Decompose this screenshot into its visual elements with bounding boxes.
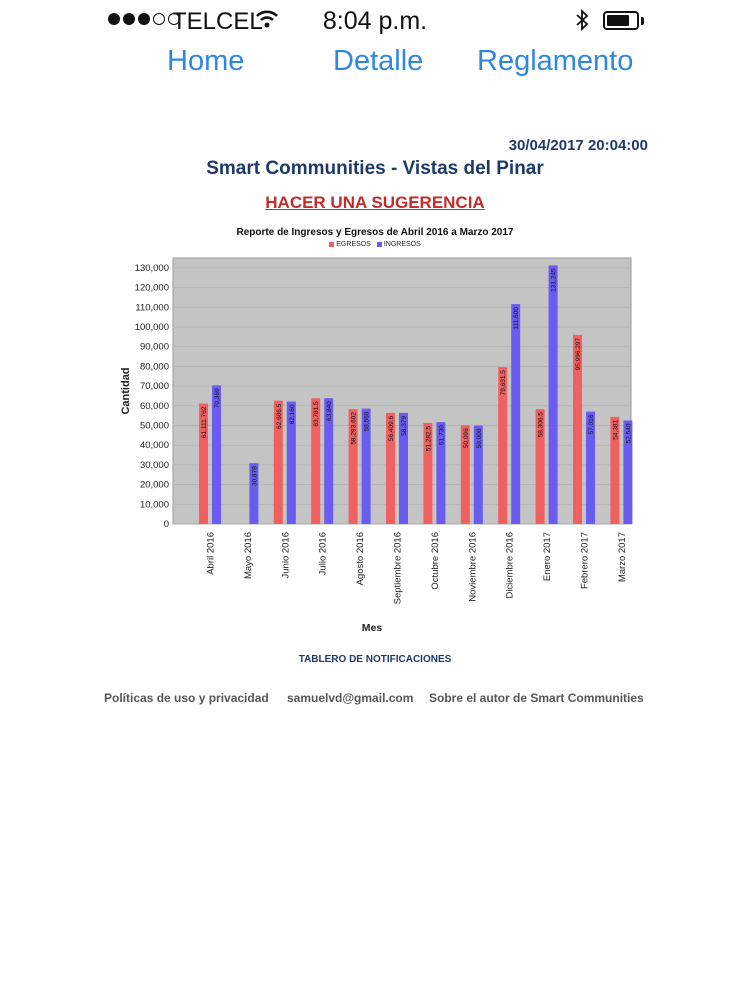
x-tick-label: Noviembre 2016 bbox=[467, 532, 479, 602]
y-tick-label: 120,000 bbox=[134, 282, 169, 294]
bar-value-label: 62,160 bbox=[288, 404, 296, 425]
bar-value-label: 70,369 bbox=[214, 388, 221, 409]
bar-value-label: 63,781.5 bbox=[313, 401, 321, 427]
bar-value-label: 56,379 bbox=[401, 415, 408, 436]
bar-value-label: 79,631.5 bbox=[500, 370, 508, 396]
report-timestamp: 30/04/2017 20:04:00 bbox=[508, 137, 648, 154]
y-tick-label: 80,000 bbox=[139, 361, 169, 373]
x-tick-label: Junio 2016 bbox=[280, 532, 292, 579]
x-tick-label: Septiembre 2016 bbox=[392, 532, 404, 605]
legend-label-egresos: EGRESOS bbox=[336, 241, 371, 248]
author-email-link[interactable]: samuelvd@gmail.com bbox=[287, 691, 414, 705]
x-axis-label: Mes bbox=[361, 622, 383, 634]
bar-value-label: 30,878 bbox=[251, 466, 259, 487]
carrier-name: TELCEL bbox=[172, 8, 263, 35]
bar-value-label: 131,245 bbox=[550, 268, 558, 292]
nav-reglamento-link[interactable]: Reglamento bbox=[477, 45, 634, 77]
bar-value-label: 50,000 bbox=[475, 428, 483, 449]
privacy-policy-link[interactable]: Políticas de uso y privacidad bbox=[104, 691, 269, 705]
x-tick-label: Abril 2016 bbox=[205, 532, 217, 575]
nav-detalle-link[interactable]: Detalle bbox=[333, 45, 424, 77]
y-tick-label: 60,000 bbox=[139, 400, 169, 412]
bar-value-label: 95,996.297 bbox=[575, 337, 582, 371]
bar-value-label: 58,293.602 bbox=[350, 412, 358, 445]
notifications-board-link[interactable]: TABLERO DE NOTIFICACIONES bbox=[298, 654, 452, 665]
legend-swatch-egresos bbox=[329, 242, 334, 247]
bar-value-label: 58,306.5 bbox=[537, 412, 545, 438]
legend-item-egresos bbox=[329, 241, 371, 248]
bar-value-label: 61,111.762 bbox=[201, 406, 208, 439]
chart-legend bbox=[0, 241, 750, 248]
y-tick-label: 130,000 bbox=[134, 262, 169, 274]
x-tick-label: Febrero 2017 bbox=[579, 532, 591, 590]
y-axis-label: Cantidad bbox=[120, 367, 132, 415]
income-expense-chart bbox=[100, 250, 660, 640]
legend-swatch-ingresos bbox=[377, 242, 382, 247]
bar-value-label: 62,606.5 bbox=[275, 403, 283, 429]
bar-value-label: 56,409.6 bbox=[388, 415, 395, 442]
battery-icon bbox=[603, 11, 639, 30]
y-tick-label: 30,000 bbox=[139, 459, 169, 471]
y-tick-label: 10,000 bbox=[139, 499, 169, 511]
bar-ingresos bbox=[511, 304, 520, 524]
y-tick-label: 40,000 bbox=[139, 440, 169, 452]
status-time: 8:04 p.m. bbox=[322, 7, 428, 35]
status-bar bbox=[0, 0, 750, 42]
bar-value-label: 51,730 bbox=[438, 425, 446, 445]
page-title: Smart Communities - Vistas del Pinar bbox=[206, 158, 544, 179]
bar-value-label: 111,600 bbox=[513, 307, 521, 330]
y-tick-label: 110,000 bbox=[135, 302, 169, 314]
y-tick-label: 50,000 bbox=[139, 420, 169, 432]
bluetooth-icon bbox=[574, 8, 590, 32]
suggestion-link[interactable]: HACER UNA SUGERENCIA bbox=[265, 193, 485, 212]
bar-value-label: 63,840 bbox=[326, 401, 334, 422]
bar-ingresos bbox=[549, 265, 558, 524]
y-tick-label: 100,000 bbox=[134, 321, 169, 333]
x-tick-label: Marzo 2017 bbox=[616, 532, 628, 583]
x-tick-label: Diciembre 2016 bbox=[504, 532, 516, 599]
nav-home-link[interactable]: Home bbox=[167, 45, 245, 77]
bar-value-label: 54,381 bbox=[612, 419, 620, 440]
x-tick-label: Enero 2017 bbox=[542, 532, 554, 582]
bar-value-label: 58,560 bbox=[363, 411, 371, 432]
bar-value-label: 52,540 bbox=[625, 423, 633, 444]
legend-item-ingresos bbox=[377, 241, 421, 248]
bar-value-label: 51,282.5 bbox=[425, 425, 433, 452]
about-author-link[interactable]: Sobre el autor de Smart Communities bbox=[429, 691, 644, 705]
x-tick-label: Julio 2016 bbox=[317, 532, 329, 576]
y-tick-label: 20,000 bbox=[139, 479, 169, 491]
battery-tip bbox=[641, 17, 644, 25]
chart-title: Reporte de Ingresos y Egresos de Abril 2016 a Marzo 2017 bbox=[236, 227, 514, 238]
x-tick-label: Mayo 2016 bbox=[242, 532, 254, 580]
bar-value-label: 57,016 bbox=[588, 414, 595, 435]
y-tick-label: 90,000 bbox=[139, 341, 169, 353]
y-tick-label: 0 bbox=[163, 519, 169, 530]
x-tick-label: Octubre 2016 bbox=[429, 532, 441, 590]
x-tick-label: Agosto 2016 bbox=[355, 532, 367, 586]
legend-label-ingresos: INGRESOS bbox=[383, 241, 421, 248]
y-tick-label: 70,000 bbox=[139, 381, 169, 393]
bar-value-label: 50,096 bbox=[462, 428, 470, 449]
